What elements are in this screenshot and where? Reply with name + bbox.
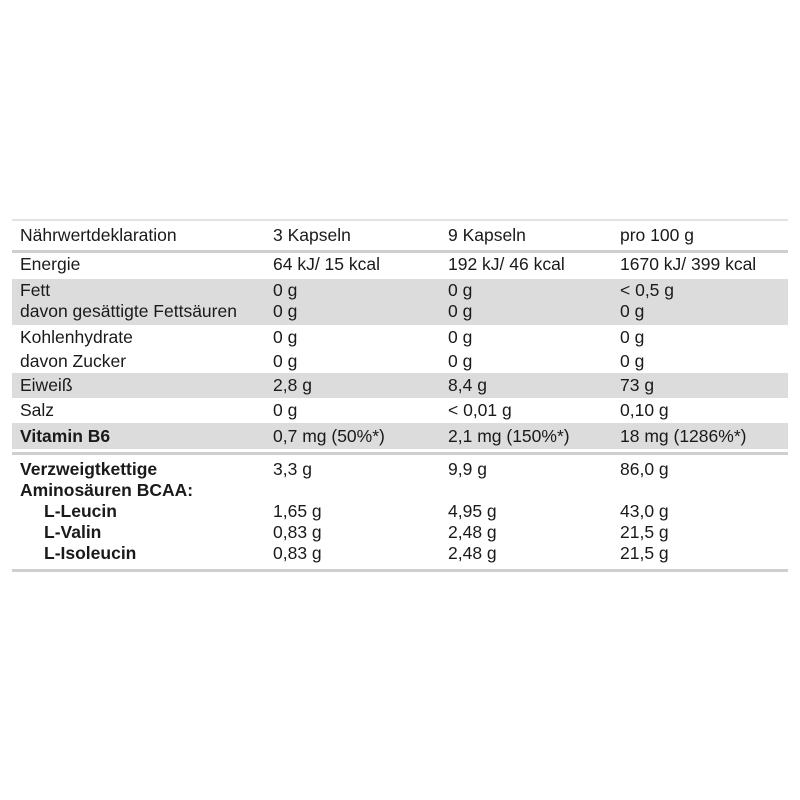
- cell: 1,65 g: [273, 501, 322, 521]
- cell: < 0,01 g: [448, 400, 512, 420]
- cell: 0 g: [620, 327, 645, 347]
- table-row: [12, 373, 788, 398]
- cell: 9,9 g: [448, 459, 487, 479]
- cell: 4,95 g: [448, 501, 497, 521]
- table-header: [12, 221, 788, 250]
- cell: 0 g: [448, 280, 473, 300]
- table-row: [12, 280, 788, 301]
- cell: 43,0 g: [620, 501, 669, 521]
- cell: 2,48 g: [448, 543, 497, 563]
- table-row: [12, 349, 788, 373]
- header-9-capsules: 9 Kapseln: [448, 225, 526, 245]
- cell: 2,48 g: [448, 522, 497, 542]
- row-label: davon gesättigte Fettsäuren: [20, 301, 237, 321]
- row-label: Kohlenhydrate: [20, 327, 133, 347]
- table-row: [12, 501, 788, 522]
- cell: 0 g: [273, 280, 298, 300]
- cell: 64 kJ/ 15 kcal: [273, 254, 380, 274]
- row-label: Salz: [20, 400, 55, 420]
- cell: 0,7 mg (50%*): [273, 426, 385, 446]
- row-label: Eiweiß: [20, 375, 73, 395]
- table-row: [12, 423, 788, 449]
- row-label: Aminosäuren BCAA:: [20, 480, 194, 500]
- table-row: [12, 480, 788, 501]
- row-label: Energie: [20, 254, 81, 274]
- cell: 0 g: [448, 351, 473, 371]
- cell: < 0,5 g: [620, 280, 675, 300]
- cell: 1670 kJ/ 399 kcal: [620, 254, 757, 274]
- cell: 192 kJ/ 46 kcal: [448, 254, 565, 274]
- row-label: davon Zucker: [20, 351, 127, 371]
- table-row: [12, 253, 788, 279]
- divider: [12, 569, 788, 572]
- table-row: [12, 543, 788, 564]
- cell: 21,5 g: [620, 522, 669, 542]
- header-label: Nährwertdeklaration: [20, 225, 177, 245]
- cell: 73 g: [620, 375, 655, 395]
- row-label: Vitamin B6: [20, 426, 111, 446]
- cell: 0 g: [273, 327, 298, 347]
- bcaa-section: [12, 455, 788, 569]
- cell: 0 g: [273, 351, 298, 371]
- row-label: Verzweigtkettige: [20, 459, 158, 479]
- row-label: L-Valin: [44, 522, 102, 542]
- cell: 21,5 g: [620, 543, 669, 563]
- header-per-100g: pro 100 g: [620, 225, 694, 245]
- table-row: [12, 459, 788, 480]
- table-row: [12, 301, 788, 322]
- cell: 2,8 g: [273, 375, 312, 395]
- cell: 0 g: [448, 327, 473, 347]
- cell: 0 g: [620, 351, 645, 371]
- table-row: [12, 522, 788, 543]
- row-label: L-Leucin: [44, 501, 117, 521]
- row-label: Fett: [20, 280, 51, 300]
- cell: 86,0 g: [620, 459, 669, 479]
- table-row: [12, 325, 788, 349]
- header-3-capsules: 3 Kapseln: [273, 225, 351, 245]
- cell: 0 g: [620, 301, 645, 321]
- cell: 0,83 g: [273, 543, 322, 563]
- row-group-fat: [12, 279, 788, 325]
- cell: 0 g: [273, 301, 298, 321]
- table-row: [12, 398, 788, 423]
- row-group-carbs: [12, 325, 788, 373]
- cell: 0 g: [273, 400, 298, 420]
- nutrition-table: [12, 219, 788, 572]
- cell: 3,3 g: [273, 459, 312, 479]
- cell: 0 g: [448, 301, 473, 321]
- cell: 0,10 g: [620, 400, 669, 420]
- cell: 2,1 mg (150%*): [448, 426, 570, 446]
- row-label: L-Isoleucin: [44, 543, 137, 563]
- cell: 18 mg (1286%*): [620, 426, 747, 446]
- cell: 0,83 g: [273, 522, 322, 542]
- cell: 8,4 g: [448, 375, 487, 395]
